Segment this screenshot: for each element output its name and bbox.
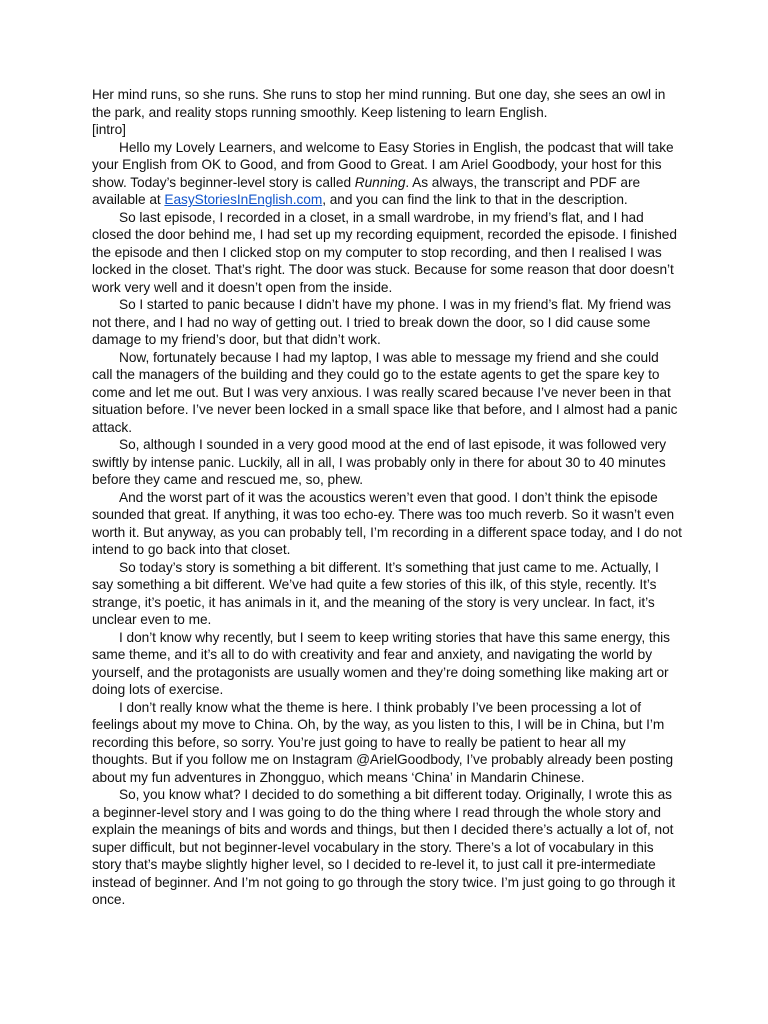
document-page [92,86,682,909]
body-paragraph: So last episode, I recorded in a closet, in a small wardrobe, in my friend’s flat, and I had closed the door behind me, I had set up my recording equipment, recorded the episode. I finished the episode and then I clicked stop on my computer to stop recording, and then I realised I was locked in the closet. That’s right. The door was stuck. Because for some reason that door doesn’t work very well and it doesn’t open from the inside. [92,209,677,295]
body-paragraph: Now, fortunately because I had my laptop, I was able to message my friend and she could call the managers of the building and they could go to the estate agents to get the spare key to come and let me out. But I was very anxious. I was really scared because I’ve never been in that situation before. I’ve never been locked in a small space like that before, and I almost had a panic attack. [92,349,678,435]
welcome-text-continued: . As always, the transcript and PDF are available at [92,174,641,207]
body-paragraph: So today’s story is something a bit different. It’s something that just came to me. Actually, I say something a bit different. We’ve had quite a few stories of this ilk, of this style, recently. It’s strange, it’s poetic, it has animals in it, and the meaning of the story is very unclear. In fact, it’s unclear even to me. [92,559,659,627]
welcome-text-end: , and you can find the link to that in the description. [322,192,628,207]
body-paragraph: I don’t know why recently, but I seem to keep writing stories that have this same energy, this same theme, and it’s all to do with creativity and fear and anxiety, and navigating the world by yourself, and the protagonists are usually women and they’re doing something like making art or doing lots of exercise. [92,629,670,697]
body-paragraph: So I started to panic because I didn’t have my phone. I was in my friend’s flat. My friend was not there, and I had no way of getting out. I tried to break down the door, so I did cause some damage to my friend’s door, but that didn’t work. [92,297,671,347]
welcome-text: Hello my Lovely Learners, and welcome to Easy Stories in English, the podcast that will take your English from OK to Good, and from Good to Great. I am Ariel Goodbody, your host for this show. Today’s beginner-level story is called [92,139,674,190]
story-summary-paragraph: Her mind runs, so she runs. She runs to stop her mind running. But one day, she sees an owl in the park, and reality stops running smoothly. Keep listening to learn English. [92,87,666,120]
story-title: Running [354,174,406,190]
intro-marker: [intro] [92,122,126,137]
body-paragraph: And the worst part of it was the acoustics weren’t even that good. I don’t think the episode sounded that great. If anything, it was too echo-ey. There was too much reverb. So it wasn’t even worth it. But anyway, as you can probably tell, I’m recording in a different space today, and I do not intend to go back into that closet. [92,489,682,557]
body-paragraph: So, you know what? I decided to do something a bit different today. Originally, I wrote this as a beginner-level story and I was going to do the thing where I read through the whole story and explain the meanings of bits and words and things, but then I decided there’s actually a lot of, not super difficult, but not beginner-level vocabulary in the story. There’s a lot of vocabulary in this story that’s maybe slightly higher level, so I decided to re-level it, to just call it pre-intermediate instead of beginner. And I’m not going to go through the story twice. I’m just going to go through it once. [92,787,676,907]
body-paragraph: I don’t really know what the theme is here. I think probably I’ve been processing a lot of feelings about my move to China. Oh, by the way, as you listen to this, I will be in China, but I’m recording this before, so sorry. You’re just going to have to really be patient to hear all my thoughts. But if you follow me on Instagram @ArielGoodbody, I’ve probably already been posting about my fun adventures in Zhongguo, which means ‘China’ in Mandarin Chinese. [92,699,674,785]
website-link[interactable]: EasyStoriesInEnglish.com [164,192,323,207]
body-paragraph: So, although I sounded in a very good mood at the end of last episode, it was followed very swiftly by intense panic. Luckily, all in all, I was probably only in there for about 30 to 40 minutes before they came and rescued me, so, phew. [92,437,667,487]
welcome-paragraph [92,139,682,209]
